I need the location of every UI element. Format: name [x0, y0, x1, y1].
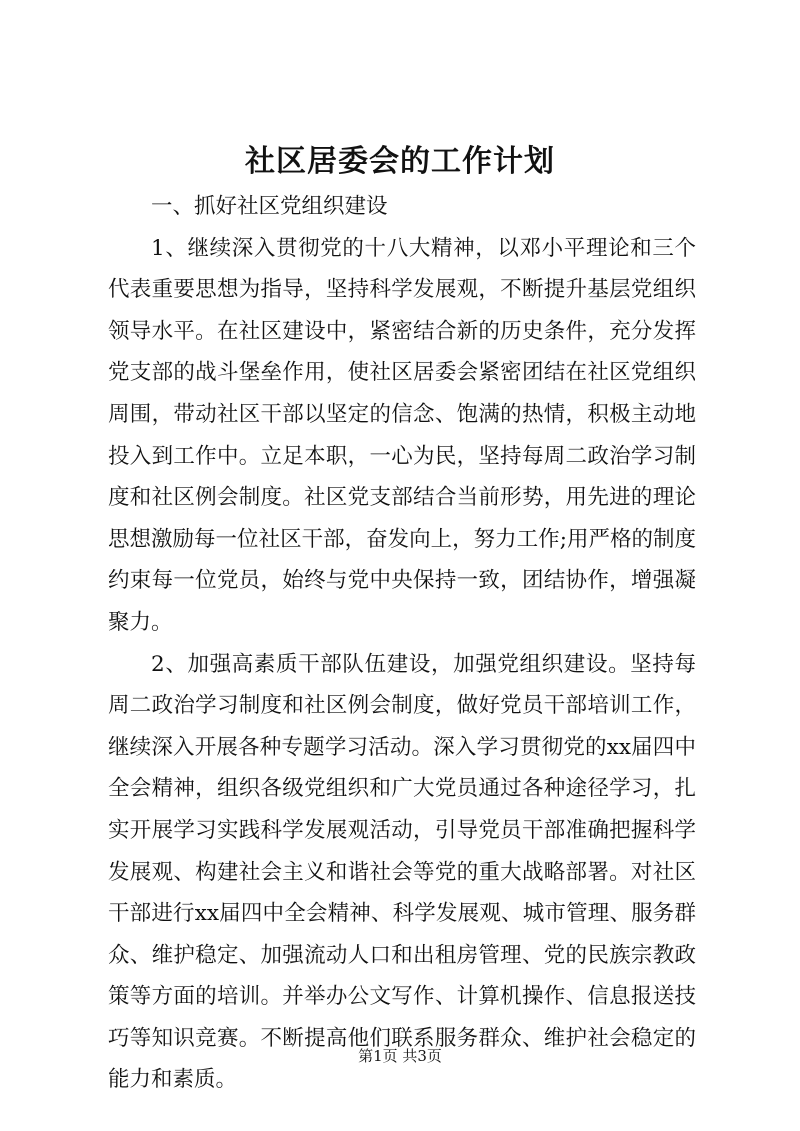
document-body — [108, 186, 696, 1101]
paragraph: 1、继续深入贯彻党的十八大精神，以邓小平理论和三个代表重要思想为指导，坚持科学发展观，不断提升基层党组织领导水平。在社区建设中，紧密结合新的历史条件，充分发挥党支部的战斗堡垒作用，使社区居委会紧密团结在社区党组织周围，带动社区干部以坚定的信念、饱满的热情，积极主动地投入到工作中。立足本职，一心为民，坚持每周二政治学习制度和社区例会制度。社区党支部结合当前形势，用先进的理论思想激励每一位社区干部，奋发向上，努力工作;用严格的制度约束每一位党员，始终与党中央保持一致，团结协作，增强凝聚力。 — [108, 235, 696, 635]
paragraph: 2、加强高素质干部队伍建设，加强党组织建设。坚持每周二政治学习制度和社区例会制度，做好党员干部培训工作，继续深入开展各种专题学习活动。深入学习贯彻党的xx届四中全会精神，组织各级党组织和广大党员通过各种途径学习，扎实开展学习实践科学发展观活动，引导党员干部准确把握科学发展观、构建社会主义和谐社会等党的重大战略部署。对社区干部进行xx届四中全会精神、科学发展观、城市管理、服务群众、维护稳定、加强流动人口和出租房管理、党的民族宗教政策等方面的培训。并举办公文写作、计算机操作、信息报送技巧等知识竞赛。不断提高他们联系服务群众、维护社会稳定的能力和素质。 — [108, 651, 696, 1093]
page-footer: 第1页 共3页 — [358, 1047, 442, 1065]
section-heading: 一、抓好社区党组织建设 — [151, 194, 388, 219]
document-title: 社区居委会的工作计划 — [245, 144, 555, 179]
